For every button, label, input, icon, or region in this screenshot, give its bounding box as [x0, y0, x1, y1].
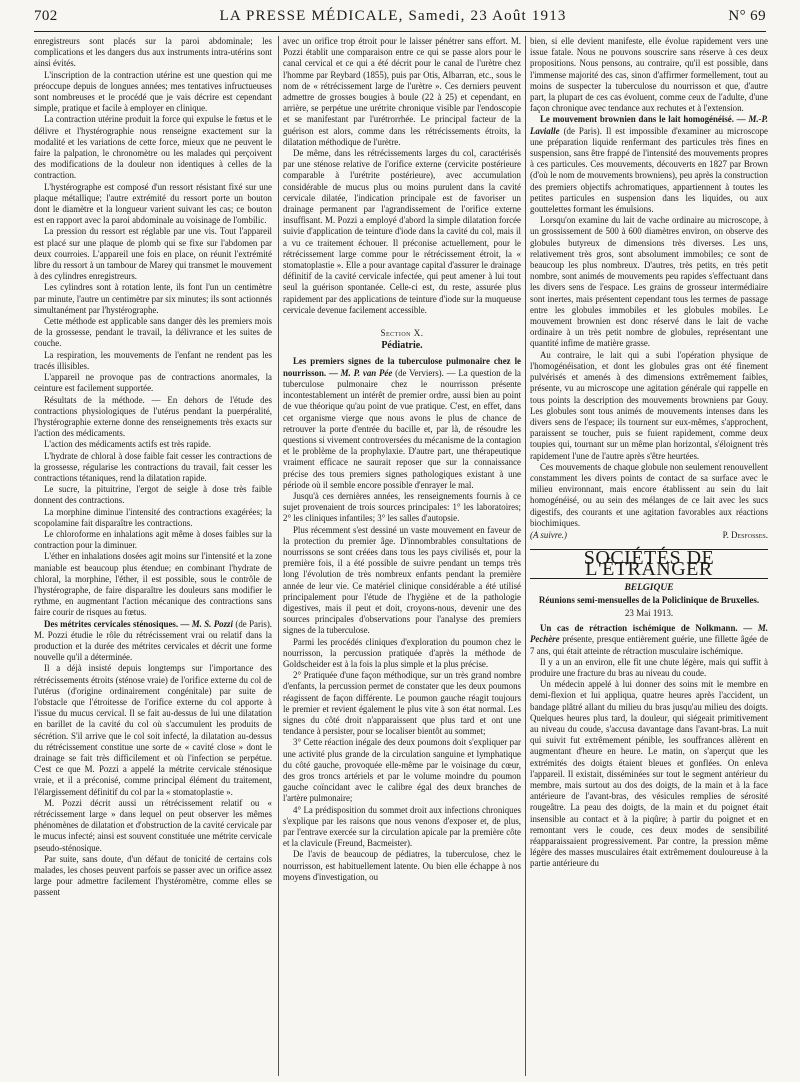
paragraph: Lorsqu'on examine du lait de vache ordinaire au microscope, à un grossissement de 500 à 600 diamètres environ, on observe des globules butyreux de dimensions très diverses. Les uns, relativement très gros, sont absolument immobiles; ce sont de beaucoup les plus nombreux. D'autres, très petits, en très petit nombre, sont animés de mouvements peu rapides s'effectuant dans les divers sens de l'espace. Les grains de grosseur intermédiaire sont inertes, mais présentent cependant tous les termes de passage entre les globules immobiles et les globules mobiles. Le mouvement brownien est donc réservé dans le lait de vache ordinaire à un très petit nombre de globules, représentant une quantité infime de matière grasse. [530, 215, 768, 349]
paragraph: Cette méthode est applicable sans danger dès les premiers mois de la grossesse, pendant le travail, la délivrance et les suites de couche. [34, 316, 272, 349]
issue-number: N° 69 [728, 8, 766, 24]
meeting-date: 23 Mai 1913. [624, 607, 674, 618]
meeting-title: Réunions semi-mensuelles de la Policlinique de Bruxelles. [538, 594, 760, 605]
paragraph: Un médecin appelé à lui donner des soins mit le membre en demi-flexion et lui appliqua, quatre heures après l'accident, un bandage plâtré allant du milieu du bras jusqu'au milieu des doigts. Quelques heures plus tard, la douleur, qui siégeait primitivement au niveau du coude, s'accusa davantage dans l'avant-bras. La nuit qui suivit fut extrêmement pénible, les souffrances allèrent en augmentant d'heure en heure. Le matin, on s'aperçut que les extrémités des doigts étaient bleues et gonflées. On enleva l'appareil. Il existait, disséminées sur tout le segment antérieur du membre, mais surtout au dos des doigts, de la main et à la face antérieure de l'avant-bras, des vésicules remplies de sérosité rougeâtre. La peau des doigts, de la main et du poignet était insensible au contact et à la piqûre; à partir du poignet et en remontant vers le coude, ces deux modes de sensibilité réapparaissaient progressivement. Par contre, la pression même légère des masses musculaires était extrêmement douloureuse à la partie antérieure du [530, 679, 768, 869]
paragraph: 2° Pratiquée d'une façon méthodique, sur un très grand nombre d'enfants, la percussion permet de constater que les deux poumons réagissent de façon différente. Le poumon gauche réagit toujours le premier et revient également le plus vite à son état normal. Les signes du côté droit n'apparaissent que plus tard et ont une tendance à persister, pour se localiser bientôt au sommet; [283, 670, 521, 737]
paragraph: Jusqu'à ces dernières années, les renseignements fournis à ce sujet provenaient de trois sources principales: 1° les laboratoires; 2° les cliniques infantiles; 3° les salles d'autopsie. [283, 490, 521, 524]
header-rule [34, 31, 766, 32]
paragraph: De même, dans les rétrécissements larges du col, caractérisés par une sténose relative de l'orifice externe (cervicite postérieure comparable à l'urétrite postérieure), avec accumulation considérable de mucus plus ou moins purulent dans la cavité cervicale dilatée, l'indication principale est de favoriser un drainage permanent par l'agrandissement de l'orifice externe insuffisant. M. Pozzi a employé d'abord la simple dilatation forcée suivie d'application de teinture d'iode dans la cavité du col, mais il a vu ce traitement échouer. Il préconise actuellement, pour le rétrécissement large comme pour le rétrécissement étroit, la « stomatoplastie ». Elle a pour avantage capital d'assurer le drainage définitif de la cavité cervicale infectée, qui peut amener à lui tout seul la guérison spontanée. Celle-ci est, du reste, assurée plus rapidement par des applications de teinture d'iode sur la muqueuse cervicale devenue facilement accessible. [283, 148, 521, 315]
article-lead [530, 114, 768, 215]
paragraph: De l'avis de beaucoup de pédiatres, la tuberculose, chez le nourrisson, est habituellement latente. Ou bien elle échappe à nos moyens d'investigation, ou [283, 849, 521, 882]
paragraph: L'inscription de la contraction utérine est une question qui me préoccupe depuis de longues années; mes tentatives infructueuses sont nombreuses et le procédé que je vais décrire est cependant simple, pratique et facile à employer en clinique. [34, 69, 272, 114]
section-label: Section X. [380, 328, 424, 339]
article-lead [283, 356, 521, 490]
article-title: Un cas de rétraction ischémique de Nolkmann. [540, 623, 738, 634]
paragraph: La contraction utérine produit la force qui expulse le fœtus et le délivre et l'hystérographie nous renseigne exactement sur la modalité et les variations de cette force, mieux que ne peuvent le faire la palpation, le chronomètre ou les malades qui perçoivent des modifications de la douleur non identiques à celles de la contraction. [34, 114, 272, 181]
paragraph: 3° Cette réaction inégale des deux poumons doit s'expliquer par une activité plus grande de la circulation sanguine et lymphatique du côté gauche, provoquée elle-même par le voisinage du cœur, des gros troncs artériels et par le volume moindre du poumon gauche coïncidant avec le calibre égal des deux branches de l'artère pulmonaire; [283, 737, 521, 804]
author-signature: P. Desfosses. [722, 529, 768, 540]
article-intro: (de Paris). M. Pozzi étudie le rôle du rétrécissement vrai ou relatif dans la production et la durée des métrites cervicales et décrit une forme nouvelle qu'il a déterminée. [34, 618, 272, 663]
paragraph: L'hydrate de chloral à dose faible fait cesser les contractions de la grossesse, régularise les contractions du travail, fait cesser les contractions tétaniques, rend la dilatation rapide. [34, 450, 272, 483]
article-lead [530, 623, 768, 657]
paragraph: M. Pozzi décrit aussi un rétrécissement relatif ou « rétrécissement large » dans lequel on peut observer les mêmes phénomènes de dilatation et d'obstruction de la cavité cervicale par le mucus infecté; ainsi est souvent constituée une métrite cervicale pseudo-sténosique. [34, 797, 272, 853]
to-be-continued: (A suivre.) [530, 529, 567, 540]
article-title: Des métrites cervicales sténosiques. [44, 618, 179, 629]
paragraph: La respiration, les mouvements de l'enfant ne rendent pas les tracés illisibles. [34, 349, 272, 371]
paragraph: L'appareil ne provoque pas de contractions anormales, la ceinture est facilement supportée. [34, 372, 272, 394]
country-heading: BELGIQUE [624, 582, 674, 593]
article-author: — M.-P. Lavialle [530, 114, 768, 136]
page-number: 702 [34, 8, 58, 24]
paragraph: Au contraire, le lait qui a subi l'opération physique de l'homogénéisation, et dont les globules gras ont été finement pulvérisés et amenés à des dimensions extrêmement faibles, présente, vu au microscope une agitation générale qui rappelle en tous points la description des mouvements browniens par Gouy. Les globules sont tous animés de mouvements intenses dans les divers sens de l'espace; ils tournent sur eux-mêmes, s'approchent, paraissent se toucher, puis se fuient rapidement, comme deux toupies qui, tournant sur un même plan horizontal, s'éloignent très rapidement l'une de l'autre après s'être heurtées. [530, 349, 768, 461]
column-3 [530, 36, 768, 1076]
paragraph: La pression du ressort est réglable par une vis. Tout l'appareil est placé sur une plaque de plomb qui se fixe sur l'abdomen par deux courroies. L'appareil une fois en place, on réunit l'extrémité libre du ressort à un tambour de Marey qui transmet le mouvement à des cylindres enregistreurs. [34, 226, 272, 282]
page-header [34, 8, 766, 30]
article-intro: présente, presque entièrement guérie, une fillette âgée de 7 ans, qui était atteinte de rétraction musculaire ischémique. [530, 634, 768, 656]
article-intro: (de Paris). Il est impossible d'examiner au microscope une préparation liquide renfermant des particules très fines en suspension, sans être frappé de l'intensité des mouvements propres à ces particules. Ces mouvements, découverts en 1827 par Brown (d'où le nom de mouvements browniens), peu après la construction des premiers objectifs achromatiques, appartiennent à toutes les petites particules en suspension dans les liquides, ou aux gouttelettes formant les émulsions. [530, 125, 768, 215]
journal-title: LA PRESSE MÉDICALE, Samedi, 23 Août 1913 [219, 8, 567, 24]
article-title: Les premiers signes de la tuberculose pulmonaire chez le nourrisson. [283, 356, 521, 378]
column-1 [34, 36, 272, 1076]
paragraph: L'éther en inhalations dosées agit moins sur l'intensité et la zone maniable est beaucoup plus étendue; en combinant l'hydrate de chloral, la morphine, l'éther, il est possible, sous le contrôle de l'hystérographe, de faire disparaître les douleurs sans modifier le rythme, en augmentant l'action mécanique des contractions sans faire courir de risques au fœtus. [34, 551, 272, 618]
column-2 [283, 36, 521, 1076]
article-author: — M. P. van Pée [328, 367, 393, 378]
article-intro: (de Verviers). — La question de la tuberculose pulmonaire chez le nourrisson présente incontestablement un intérêt de premier ordre, aussi bien au point de vue théorique qu'au point de vue pratique. C'est, en effet, dans cet organisme vierge que nous avons le plus de chance de retrouver la porte d'entrée du bacille et, par là, de résoudre les questions si vivement controversées du mécanisme de la contagion et le problème de la prophylaxie. D'autre part, une thérapeutique vraiment efficace ne saurait reposer que sur la connaissance précise des tous premiers signes pathologiques existant à une période où il semble encore possible d'enrayer le mal. [283, 367, 521, 490]
paragraph: avec un orifice trop étroit pour le laisser pénétrer sans effort. M. Pozzi établit une comparaison entre ce qui se passe alors pour le canal cervical et ce qui a été décrit pour le canal de l'urètre chez l'homme par Reybard (1855), puis par Otis, Albarran, etc., sous le nom de « rétrécissement large de l'urètre ». Ces derniers peuvent admettre de grosses bougies à boule (22 à 25) et cependant, en arrière, se perpétue une urétrite chronique visible par l'endoscopie et se manifestant par l'urétrorrhée. Le principal facteur de la guérison est alors, comme dans les rétrécissements étroits, la dilatation méthodique de l'urètre. [283, 36, 521, 147]
paragraph: La morphine diminue l'intensité des contractions exagérées; la scopolamine fait disparaître les contractions. [34, 506, 272, 528]
paragraph: Il y a un an environ, elle fit une chute légère, mais qui suffit à produire une fracture du bras au niveau du coude. [530, 656, 768, 678]
paragraph: Ces mouvements de chaque globule non seulement renouvellent constamment les divers points de contact de sa surface avec le milieu environnant, mais encore établissent au sein du lait homogénéisé, ou au sein des mélanges de ce lait avec les sucs digestifs, des courants et une agitation favorables aux réactions biochimiques. [530, 461, 768, 528]
paragraph: Parmi les procédés cliniques d'exploration du poumon chez le nourrisson, la percussion pratiquée d'après la méthode de Goldscheider est à la fois la plus simple et la plus précise. [283, 636, 521, 669]
paragraph: Les cylindres sont à rotation lente, ils font l'un un centimètre par minute, l'autre un centimètre par six minutes; ils sont actionnés simultanément par l'hystérographe. [34, 282, 272, 315]
article-author: — M. Pechère [530, 623, 768, 645]
section-title: Pédiatrie. [381, 340, 423, 352]
signature-row [530, 530, 768, 541]
paragraph: Le sucre, la pituitrine, l'ergot de seigle à dose très faible donnent des contractions. [34, 484, 272, 506]
paragraph: L'hystérographe est composé d'un ressort résistant fixé sur une plaque métallique; l'autre extrémité du ressort porte un bouton dont le diamètre et la longueur varient suivant les cas; ce bouton est en rapport avec la paroi abdominale au voisinage de l'ombilic. [34, 181, 272, 226]
paragraph: Plus récemment s'est dessiné un vaste mouvement en faveur de la protection du premier âge. D'innombrables consultations de nourrissons se sont créées dans tous les pays civilisés et, pour la première fois, il a été possible de suivre pendant un temps très long l'évolution de très nombreux enfants pendant la première année de leur vie. Ce matériel clinique considérable a été utilisé principalement pour l'étude de l'hygiène et de la pathologie digestives, mais il peut et doit, croyons-nous, devenir une des sources principales d'observations pour l'analyse des premiers signes de la tuberculose. [283, 524, 521, 636]
results-paragraph: Résultats de la méthode. — En dehors de l'étude des contractions physiologiques de l'utérus pendant la puerpéralité, l'hystérographie externe donne des renseignements très exacts sur l'action des médicaments. [34, 394, 272, 439]
paragraph: Par suite, sans doute, d'un défaut de tonicité de certains cols malades, les choses peuvent parfois se passer avec un orifice assez large pour admettre facilement l'hystéromètre, comme elles se passent [34, 853, 272, 898]
paragraph: enregistreurs sont placés sur la paroi abdominale; les complications et les dangers dus aux instruments intra-utérins sont ainsi évités. [34, 36, 272, 69]
column-divider [525, 36, 526, 1076]
article-author: — M. S. Pozzi [180, 618, 233, 629]
article-lead [34, 619, 272, 664]
paragraph: bien, si elle devient manifeste, elle évolue rapidement vers une issue fatale. Nous ne pouvons souscrire sans réserve à ces deux propositions. Nous pensons, au contraire, qu'il est possible, dans l'immense majorité des cas, sinon d'affirmer formellement, tout au moins de suspecter la tuberculose du nourrisson et que, d'autre part, la plupart de ces cas évoluent, comme ceux de l'adulte, d'une façon chronique avec tendance aux rechutes et à l'extension. [530, 36, 768, 114]
section-banner: SOCIÉTÉS DE L'ÉTRANGER [530, 549, 768, 578]
article-title: Le mouvement brownien dans le lait homogénéisé. [540, 114, 734, 125]
paragraph: L'action des médicaments actifs est très rapide. [44, 439, 211, 450]
column-divider [278, 36, 279, 1076]
paragraph: Le chloroforme en inhalations agit même à doses faibles sur la contraction pour la diminuer. [34, 528, 272, 551]
paragraph: 4° La prédisposition du sommet droit aux infections chroniques s'explique par les raisons que nous venons d'exposer et, de plus, par l'entrave exercée sur la circulation apicale par la première côte et la clavicule (Freund, Bacmeister). [283, 804, 521, 849]
paragraph: Il a déjà insisté depuis longtemps sur l'importance des rétrécissements étroits (sténose vraie) de l'orifice externe du col de l'utérus (d'origine ordinairement congénitale) par suite de l'obstacle que l'étroitesse de l'orifice externe du col apporte à l'issue du mucus cervical. Il se fait au-dessus de lui une dilatation en barillet de la cavité du col où s'accumulent les produits de sécrétion. S'il arrive que le col soit infecté, la dilatation au-dessus du rétrécissement constitue une sorte de « cavité close » dont le drainage se fait très difficilement et où l'infection se perpétue. C'est ce que M. Pozzi a appelé la métrite cervicale sténosique vraie, et il a préconisé, comme principal élément du traitement, l'élargissement définitif du col par la « stomatoplastie ». [34, 663, 272, 797]
